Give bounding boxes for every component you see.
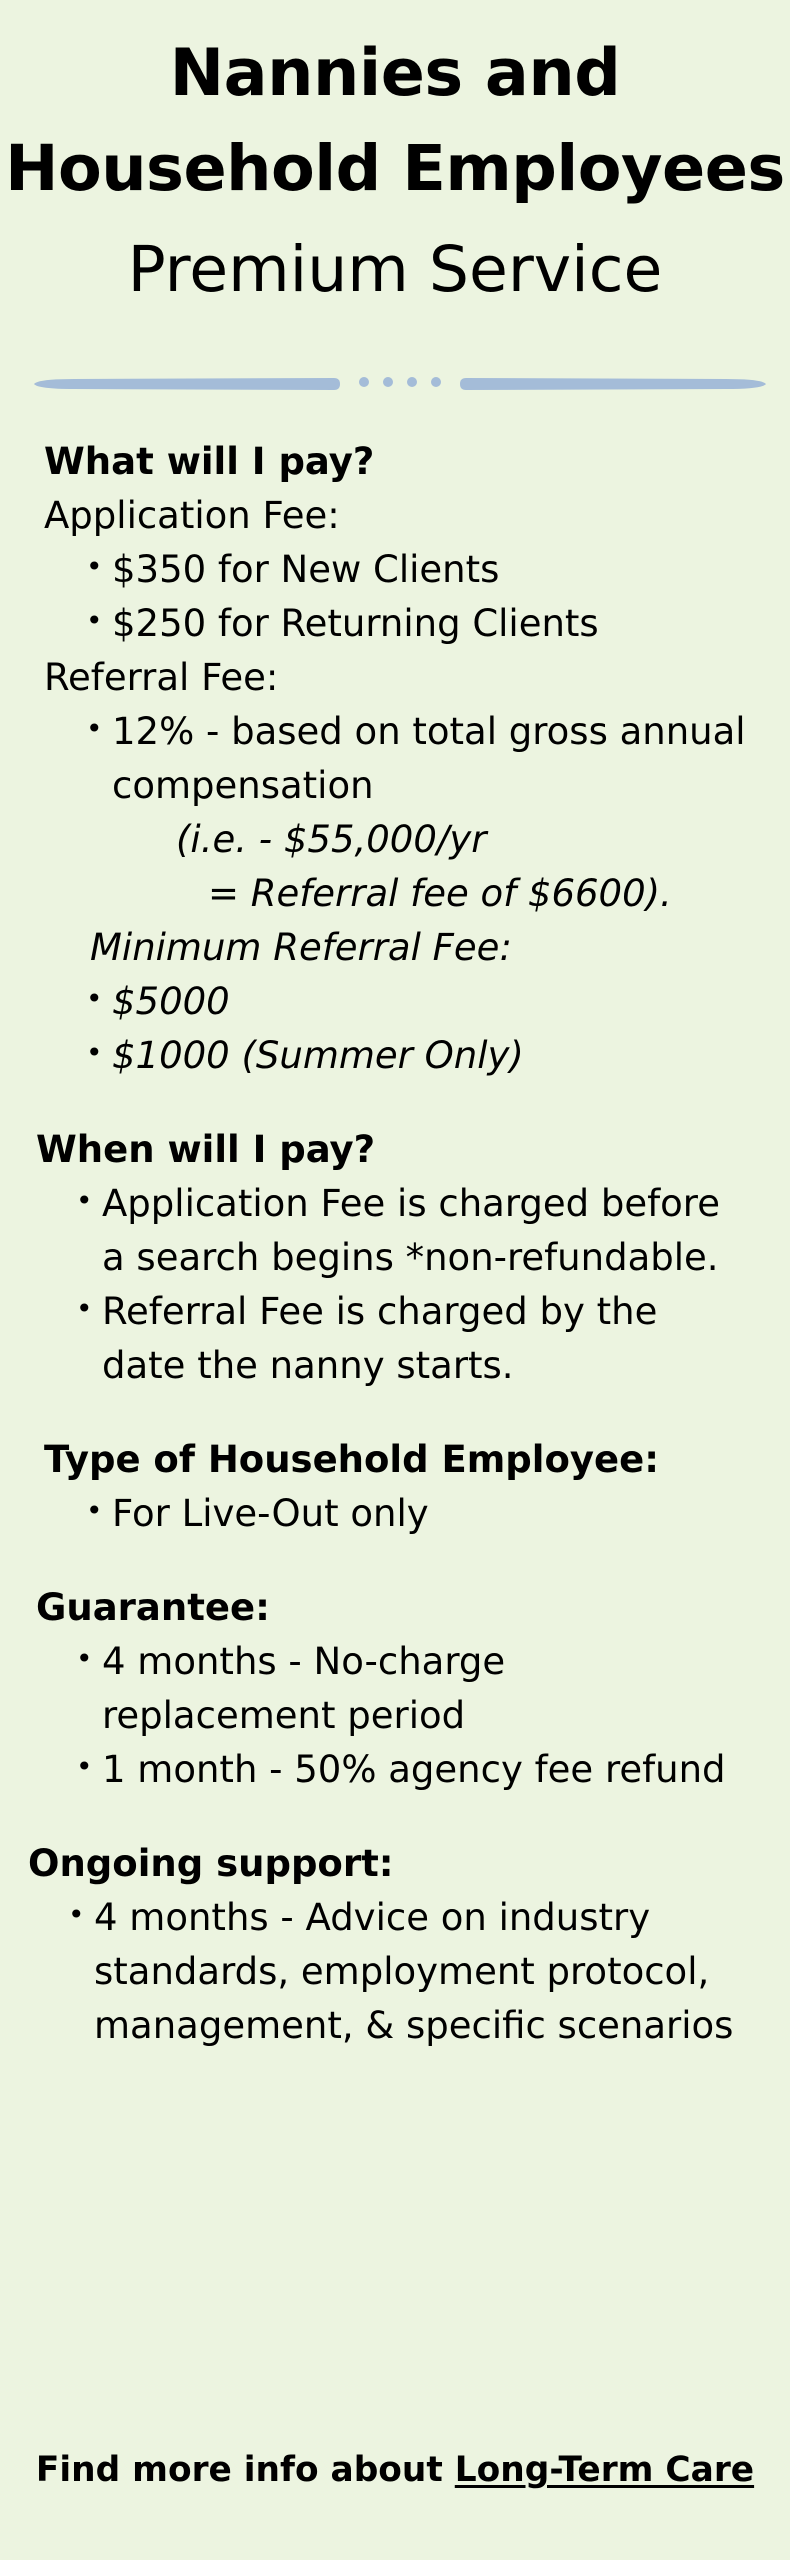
support-item-line-3: management, & specific scenarios: [94, 2004, 734, 2047]
when-heading: When will I pay?: [36, 1128, 376, 1171]
pay-heading: What will I pay?: [44, 440, 375, 483]
minimum-fee-summer-item: • $1000 (Summer Only): [112, 1034, 524, 1077]
when-item-1-line-1: • Application Fee is charged before: [102, 1182, 720, 1225]
page-subtitle: Premium Service: [127, 232, 663, 306]
referral-fee-item-line-2: compensation: [112, 764, 374, 807]
guarantee-item-1-line-1: • 4 months - No-charge: [102, 1640, 505, 1683]
long-term-care-link[interactable]: Long-Term Care: [454, 2450, 755, 2490]
when-item-1-line-2: a search begins *non-refundable.: [102, 1236, 719, 1279]
when-item-2-line-1: • Referral Fee is charged by the: [102, 1290, 657, 1333]
support-item-line-2: standards, employment protocol,: [94, 1950, 710, 1993]
application-fee-label: Application Fee:: [44, 494, 340, 537]
application-fee-new-item: • $350 for New Clients: [112, 548, 499, 591]
footer-text: Find more info about: [35, 2450, 443, 2490]
guarantee-item-2: • 1 month - 50% agency fee refund: [102, 1748, 726, 1791]
minimum-referral-fee-label: Minimum Referral Fee:: [90, 926, 512, 969]
guarantee-item-1-line-2: replacement period: [102, 1694, 466, 1737]
support-item-line-1: • 4 months - Advice on industry: [94, 1896, 650, 1939]
referral-fee-item-line-1: • 12% - based on total gross annual: [112, 710, 746, 753]
page-title-line-2: Household Employees: [5, 132, 785, 206]
referral-example-line-2: = Referral fee of $6600).: [208, 872, 672, 915]
application-fee-returning-item: • $250 for Returning Clients: [112, 602, 599, 645]
guarantee-heading: Guarantee:: [36, 1586, 270, 1629]
type-heading: Type of Household Employee:: [44, 1438, 659, 1481]
type-item: • For Live-Out only: [112, 1492, 429, 1535]
referral-example-line-1: (i.e. - $55,000/yr: [176, 818, 487, 861]
page-title-line-1: Nannies and: [169, 36, 621, 111]
referral-fee-label: Referral Fee:: [44, 656, 279, 699]
minimum-fee-item: • $5000: [112, 980, 230, 1023]
support-heading: Ongoing support:: [28, 1842, 394, 1885]
decorative-divider: [34, 376, 766, 392]
when-item-2-line-2: date the nanny starts.: [102, 1344, 514, 1387]
footer: [0, 2450, 790, 2490]
